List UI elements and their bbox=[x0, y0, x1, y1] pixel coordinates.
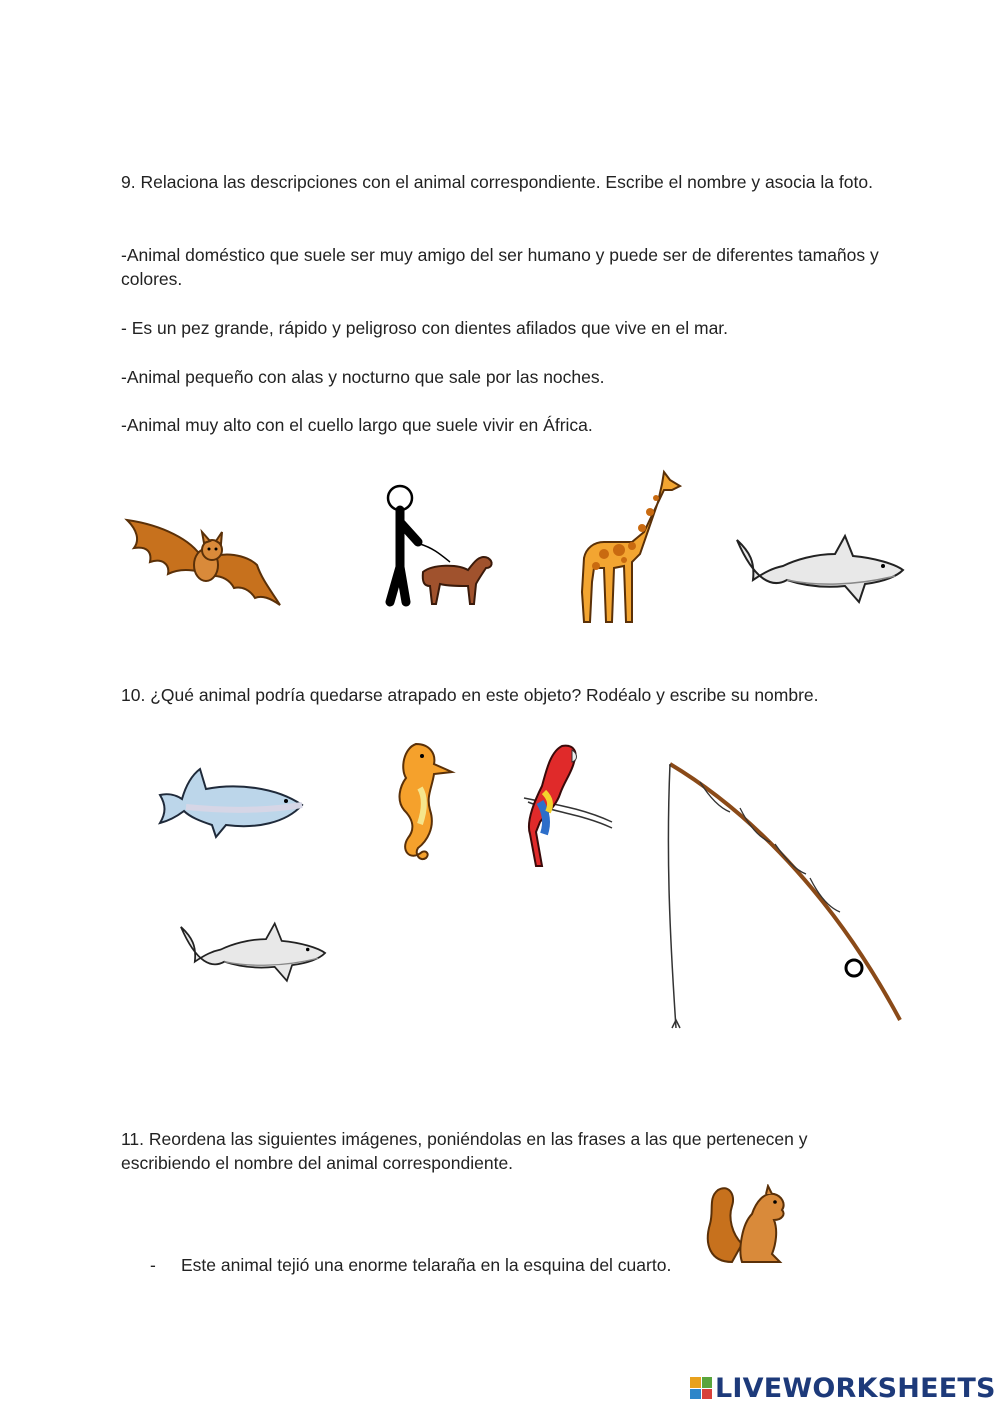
question-11-title: 11. Reordena las siguientes imágenes, poniéndolas en las frases a las que pertenecen y escribiendo el nombre del animal correspondiente. bbox=[121, 1129, 808, 1173]
logo-tile-e bbox=[702, 1389, 713, 1400]
salmon-image[interactable] bbox=[156, 765, 306, 845]
question-10-title: 10. ¿Qué animal podría quedarse atrapado en este objeto? Rodéalo y escribe su nombre. bbox=[121, 685, 819, 705]
logo-tile-i bbox=[702, 1377, 713, 1388]
shark-image[interactable] bbox=[735, 532, 905, 608]
giraffe-image[interactable] bbox=[574, 462, 686, 627]
description-bat: -Animal pequeño con alas y nocturno que sale por las noches. bbox=[121, 367, 605, 387]
squirrel-image[interactable] bbox=[702, 1184, 790, 1266]
shark-image-2[interactable] bbox=[178, 920, 328, 986]
list-bullet: - bbox=[150, 1255, 156, 1275]
liveworksheets-logo bbox=[690, 1372, 996, 1404]
logo-mark-icon bbox=[690, 1377, 712, 1399]
description-shark: - Es un pez grande, rápido y peligroso con dientes afilados que vive en el mar. bbox=[121, 318, 729, 338]
seahorse-image[interactable] bbox=[386, 738, 456, 870]
fishing-rod-image[interactable] bbox=[660, 758, 906, 1034]
question-9-title: 9. Relaciona las descripciones con el animal correspondiente. Escribe el nombre y asocia la foto. bbox=[121, 172, 873, 192]
description-giraffe: -Animal muy alto con el cuello largo que suele vivir en África. bbox=[121, 415, 593, 435]
description-dog: -Animal doméstico que suele ser muy amigo del ser humano y puede ser de diferentes tamaños y colores. bbox=[121, 245, 879, 289]
sentence-spider: Este animal tejió una enorme telaraña en la esquina del cuarto. bbox=[181, 1255, 672, 1275]
bat-image[interactable] bbox=[122, 510, 284, 610]
person-walking-dog-image[interactable] bbox=[378, 482, 498, 612]
logo-tile-v bbox=[690, 1389, 701, 1400]
logo-tile-l bbox=[690, 1377, 701, 1388]
logo-text: LIVEWORKSHEETS bbox=[715, 1372, 996, 1404]
parrot-image[interactable] bbox=[522, 742, 614, 870]
